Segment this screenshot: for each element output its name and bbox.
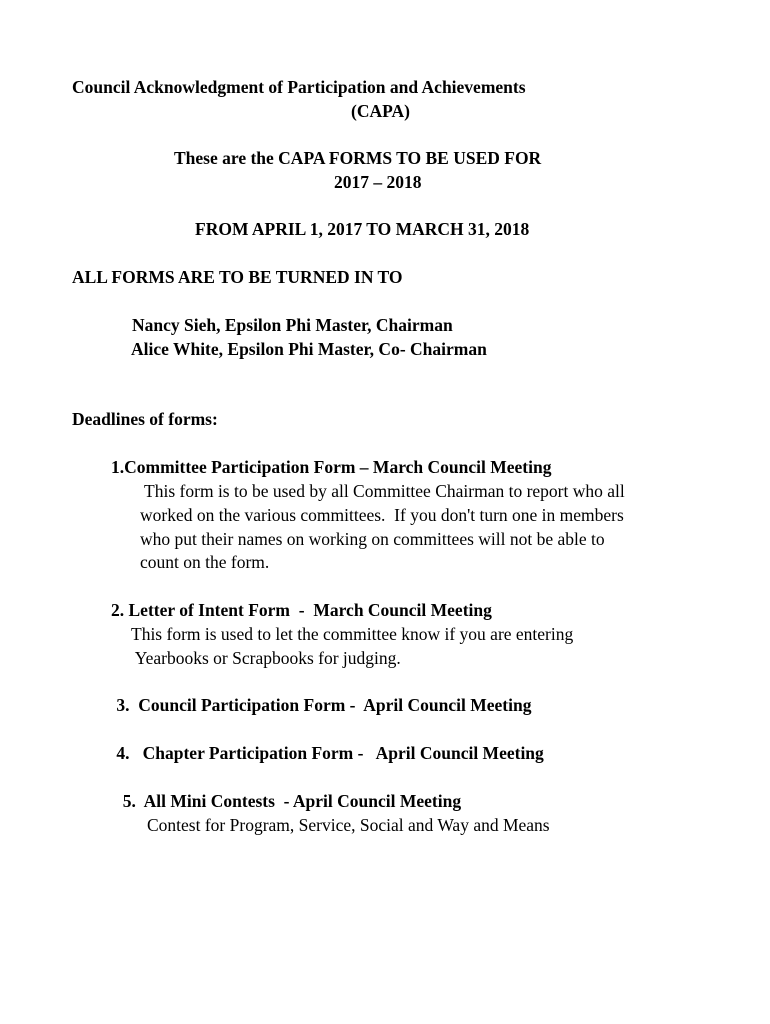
deadline-item-heading: 5. All Mini Contests - April Council Meeting xyxy=(114,791,462,811)
document-subtitle: These are the CAPA FORMS TO BE USED FOR xyxy=(174,148,542,168)
deadline-item-heading: 1.Committee Participation Form – March Council Meeting xyxy=(111,457,552,477)
deadline-item-description: Yearbooks or Scrapbooks for judging. xyxy=(131,648,401,668)
deadline-item-description: worked on the various committees. If you don't turn one in members xyxy=(140,505,624,525)
contact-co-chairman: Alice White, Epsilon Phi Master, Co- Chairman xyxy=(131,339,487,359)
deadline-item-heading: 4. Chapter Participation Form - April Council Meeting xyxy=(112,743,544,763)
deadlines-heading: Deadlines of forms: xyxy=(72,409,218,429)
period-range: FROM APRIL 1, 2017 TO MARCH 31, 2018 xyxy=(195,219,530,239)
document-title: Council Acknowledgment of Participation and Achievements xyxy=(72,77,526,97)
deadline-item-description: This form is to be used by all Committee Chairman to report who all xyxy=(140,481,625,501)
document-title-acronym: (CAPA) xyxy=(351,101,410,121)
deadline-item-description: count on the form. xyxy=(140,552,270,572)
turn-in-heading: ALL FORMS ARE TO BE TURNED IN TO xyxy=(72,267,403,287)
deadline-item-description: This form is used to let the committee know if you are entering xyxy=(131,624,574,644)
document-subtitle-years: 2017 – 2018 xyxy=(334,172,422,192)
deadline-item-description: Contest for Program, Service, Social and Way and Means xyxy=(147,815,550,835)
contact-chairman: Nancy Sieh, Epsilon Phi Master, Chairman xyxy=(132,315,453,335)
deadline-item-heading: 2. Letter of Intent Form - March Council Meeting xyxy=(111,600,492,620)
deadline-item-heading: 3. Council Participation Form - April Council Meeting xyxy=(112,695,532,715)
deadline-item-description: who put their names on working on committees will not be able to xyxy=(140,529,605,549)
